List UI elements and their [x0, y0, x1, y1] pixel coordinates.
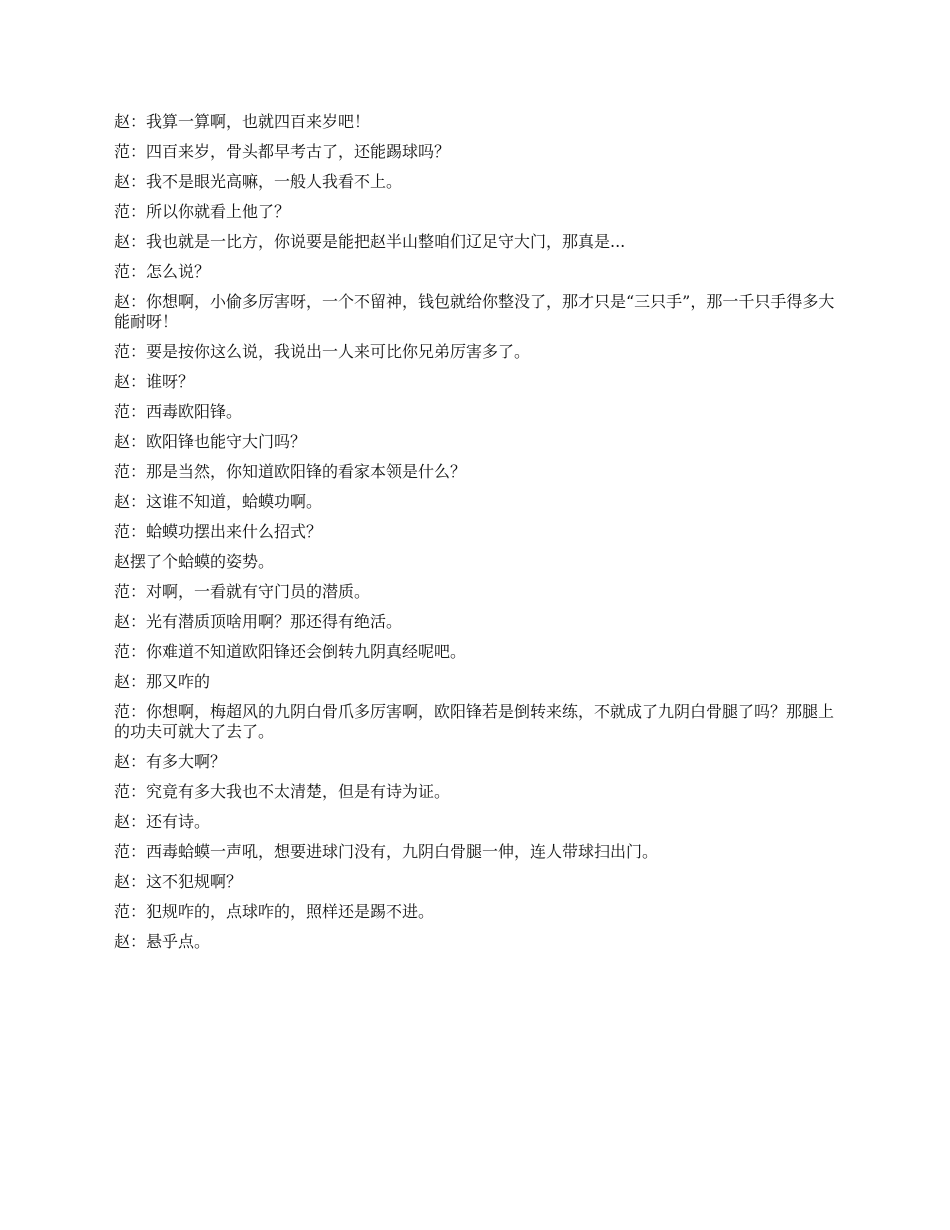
dialogue-line-27: 赵：悬乎点。 [114, 932, 211, 951]
dialogue-line-1: 赵：我算一算啊，也就四百来岁吧！ [114, 112, 371, 131]
dialogue-line-25: 赵：这不犯规啊？ [114, 872, 243, 891]
dialogue-line-21: 赵：有多大啊？ [114, 752, 227, 771]
stage-direction: 赵摆了个蛤蟆的姿势。 [114, 552, 275, 571]
dialogue-line-20: 范：你想啊，梅超风的九阴白骨爪多厉害啊，欧阳锋若是倒转来练，不就成了九阴白骨腿了吗？那腿上的功夫可就大了去了。 [114, 702, 835, 741]
dialogue-line-9: 赵：谁呀？ [114, 372, 195, 391]
dialogue-line-24: 范：西毒蛤蟆一声吼，想要进球门没有，九阴白骨腿一伸，连人带球扫出门。 [114, 842, 659, 861]
dialogue-line-26: 范：犯规咋的，点球咋的，照样还是踢不进。 [114, 902, 435, 921]
dialogue-line-17: 赵：光有潜质顶啥用啊？那还得有绝活。 [114, 612, 403, 631]
dialogue-line-8: 范：要是按你这么说，我说出一人来可比你兄弟厉害多了。 [114, 342, 531, 361]
dialogue-line-4: 范：所以你就看上他了？ [114, 202, 291, 221]
dialogue-line-11: 赵：欧阳锋也能守大门吗？ [114, 432, 307, 451]
dialogue-line-14: 范：蛤蟆功摆出来什么招式？ [114, 522, 323, 541]
dialogue-line-23: 赵：还有诗。 [114, 812, 211, 831]
dialogue-line-12: 范：那是当然，你知道欧阳锋的看家本领是什么？ [114, 462, 467, 481]
dialogue-line-7: 赵：你想啊，小偷多厉害呀，一个不留神，钱包就给你整没了，那才只是“三只手”，那一千只手得多大能耐呀！ [114, 292, 835, 331]
dialogue-line-18: 范：你难道不知道欧阳锋还会倒转九阴真经呢吧。 [114, 642, 467, 661]
dialogue-line-22: 范：究竟有多大我也不太清楚，但是有诗为证。 [114, 782, 451, 801]
dialogue-line-10: 范：西毒欧阳锋。 [114, 402, 243, 421]
dialogue-line-16: 范：对啊，一看就有守门员的潜质。 [114, 582, 371, 601]
dialogue-line-5: 赵：我也就是一比方，你说要是能把赵半山整咱们辽足守大门，那真是... [114, 232, 626, 251]
dialogue-line-19: 赵：那又咋的 [114, 672, 211, 691]
dialogue-line-2: 范：四百来岁，骨头都早考古了，还能踢球吗？ [114, 142, 451, 161]
dialogue-line-3: 赵：我不是眼光高嘛，一般人我看不上。 [114, 172, 403, 191]
dialogue-line-6: 范：怎么说？ [114, 262, 211, 281]
dialogue-line-13: 赵：这谁不知道，蛤蟆功啊。 [114, 492, 323, 511]
